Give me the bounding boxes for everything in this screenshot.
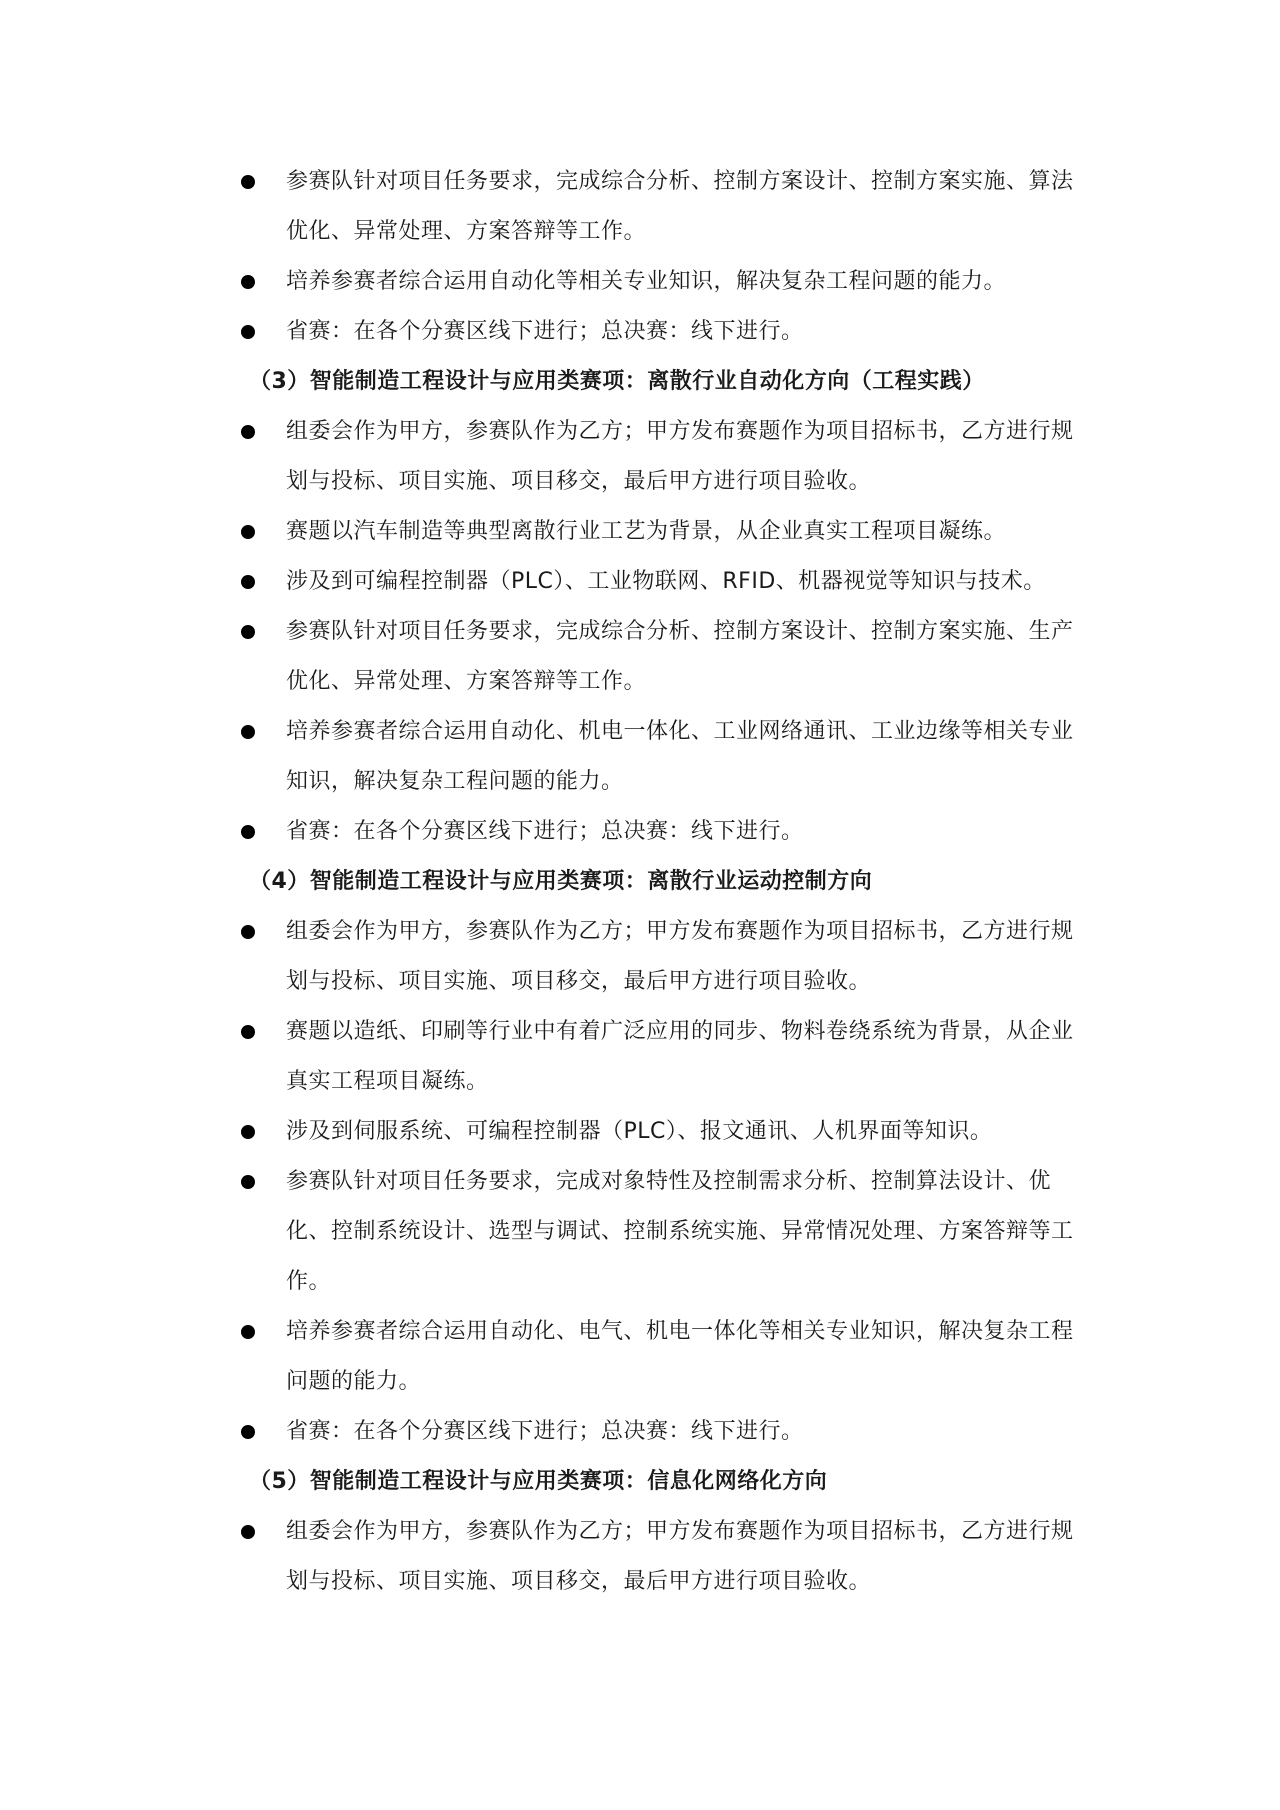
section-3 <box>240 357 1090 857</box>
list-item-text: 赛题以造纸、印刷等行业中有着广泛应用的同步、物料卷绕系统为背景，从企业真实工程项目凝练。 <box>286 1019 1074 1094</box>
section-heading: （4）智能制造工程设计与应用类赛项：离散行业运动控制方向 <box>249 869 873 894</box>
bullet-icon <box>241 525 255 539</box>
list-item-text: 省赛：在各个分赛区线下进行；总决赛：线下进行。 <box>286 319 804 344</box>
list-item <box>240 257 1090 307</box>
list-item <box>240 607 1090 707</box>
list-item <box>240 807 1090 857</box>
bullet-icon <box>241 1425 255 1439</box>
bullet-icon <box>241 1025 255 1039</box>
list-item-text: 组委会作为甲方，参赛队作为乙方；甲方发布赛题作为项目招标书，乙方进行规划与投标、项目实施、项目移交，最后甲方进行项目验收。 <box>286 919 1074 994</box>
bullet-icon <box>241 625 255 639</box>
list-item <box>240 1507 1090 1607</box>
bullet-icon <box>241 425 255 439</box>
section-heading: （5）智能制造工程设计与应用类赛项：信息化网络化方向 <box>249 1469 828 1494</box>
bullet-icon <box>241 1525 255 1539</box>
list-item-text: 培养参赛者综合运用自动化、电气、机电一体化等相关专业知识，解决复杂工程问题的能力。 <box>286 1319 1074 1394</box>
list-item <box>240 1407 1090 1457</box>
bullet-icon <box>241 275 255 289</box>
list-item <box>240 707 1090 807</box>
list-item <box>240 557 1090 607</box>
list-item <box>240 507 1090 557</box>
list-item <box>240 1107 1090 1157</box>
section-5 <box>240 1457 1090 1607</box>
bullet-icon <box>241 175 255 189</box>
document-content <box>240 157 1090 1607</box>
bullet-icon <box>241 325 255 339</box>
list-item-text: 组委会作为甲方，参赛队作为乙方；甲方发布赛题作为项目招标书，乙方进行规划与投标、项目实施、项目移交，最后甲方进行项目验收。 <box>286 1519 1074 1594</box>
bullet-icon <box>241 575 255 589</box>
bullet-icon <box>241 1175 255 1189</box>
list-item-text: 涉及到可编程控制器（PLC）、工业物联网、RFID、机器视觉等知识与技术。 <box>286 569 1046 594</box>
list-item <box>240 307 1090 357</box>
bullet-icon <box>241 825 255 839</box>
bullet-icon <box>241 1325 255 1339</box>
list-item <box>240 157 1090 257</box>
list-item-text: 参赛队针对项目任务要求，完成综合分析、控制方案设计、控制方案实施、算法优化、异常处理、方案答辩等工作。 <box>286 169 1074 244</box>
list-item-text: 涉及到伺服系统、可编程控制器（PLC）、报文通讯、人机界面等知识。 <box>286 1119 993 1144</box>
section-4 <box>240 857 1090 1457</box>
bullet-icon <box>241 1125 255 1139</box>
list-item-text: 参赛队针对项目任务要求，完成对象特性及控制需求分析、控制算法设计、优化、控制系统设计、选型与调试、控制系统实施、异常情况处理、方案答辩等工作。 <box>286 1169 1074 1294</box>
list-item-text: 参赛队针对项目任务要求，完成综合分析、控制方案设计、控制方案实施、生产优化、异常处理、方案答辩等工作。 <box>286 619 1074 694</box>
list-item-text: 省赛：在各个分赛区线下进行；总决赛：线下进行。 <box>286 1419 804 1444</box>
list-item-text: 赛题以汽车制造等典型离散行业工艺为背景，从企业真实工程项目凝练。 <box>286 519 1007 544</box>
list-item <box>240 407 1090 507</box>
section-heading: （3）智能制造工程设计与应用类赛项：离散行业自动化方向（工程实践） <box>249 369 985 394</box>
bullet-icon <box>241 925 255 939</box>
bullet-icon <box>241 725 255 739</box>
list-item <box>240 907 1090 1007</box>
list-item-text: 组委会作为甲方，参赛队作为乙方；甲方发布赛题作为项目招标书，乙方进行规划与投标、项目实施、项目移交，最后甲方进行项目验收。 <box>286 419 1074 494</box>
list-item <box>240 1307 1090 1407</box>
list-item-text: 省赛：在各个分赛区线下进行；总决赛：线下进行。 <box>286 819 804 844</box>
list-item <box>240 1157 1090 1307</box>
list-item-text: 培养参赛者综合运用自动化等相关专业知识，解决复杂工程问题的能力。 <box>286 269 1007 294</box>
section-continuation <box>240 157 1090 357</box>
list-item-text: 培养参赛者综合运用自动化、机电一体化、工业网络通讯、工业边缘等相关专业知识，解决复杂工程问题的能力。 <box>286 719 1074 794</box>
list-item <box>240 1007 1090 1107</box>
